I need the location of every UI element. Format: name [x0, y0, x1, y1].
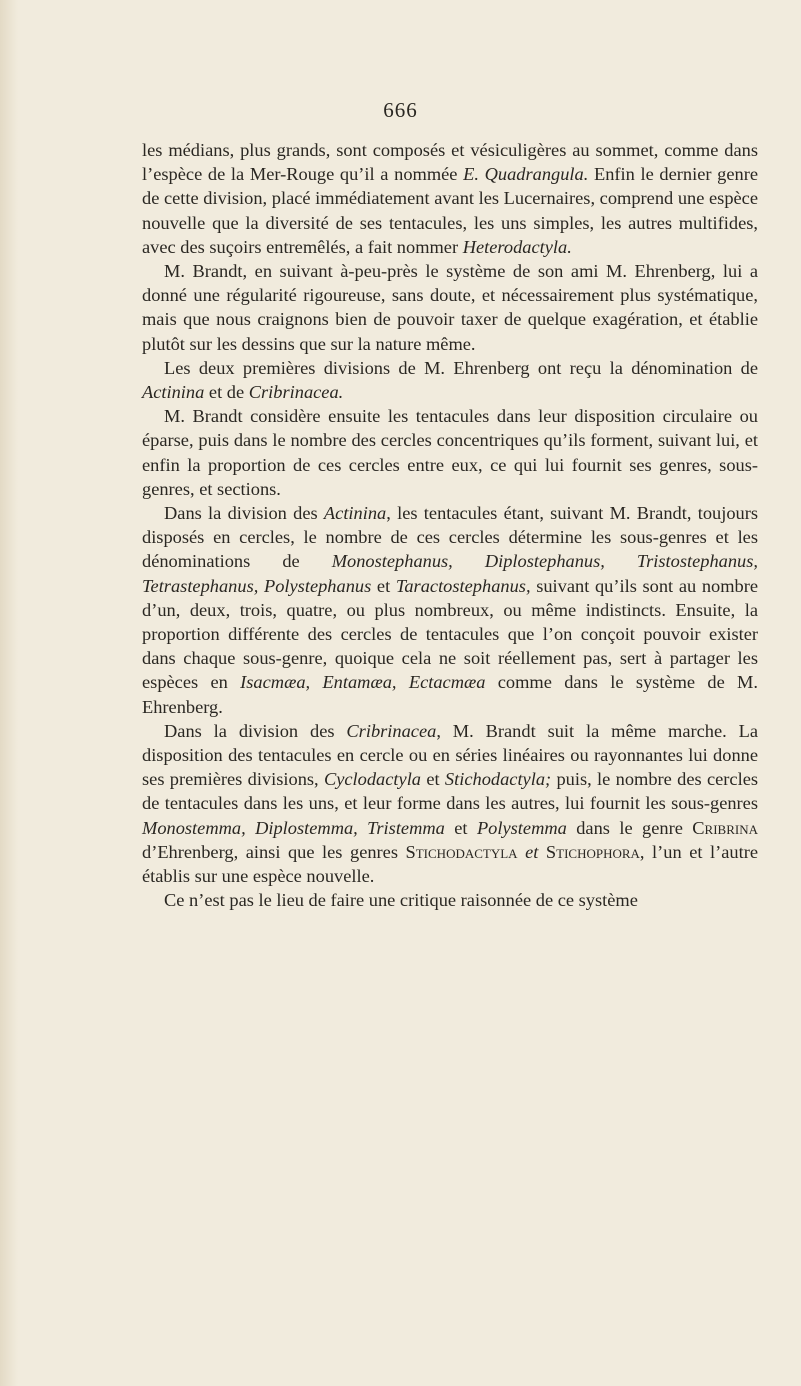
- paragraph: [142, 138, 758, 259]
- italic-term: et: [517, 841, 546, 862]
- italic-term: Isacmæa, Entamæa, Ectacmæa: [240, 672, 486, 693]
- small-caps-term: Stichophora: [545, 841, 640, 862]
- text-run: , l’un et l’autre établis sur une espèce nouvelle.: [142, 841, 758, 887]
- text-run: Dans la division des: [164, 503, 324, 524]
- italic-term: Cribrinacea.: [248, 382, 344, 403]
- italic-term: Heterodactyla.: [462, 236, 572, 257]
- paragraph: [142, 719, 758, 888]
- text-run: , les tentacules étant, suivant M. Brandt, toujours disposés en cercles, le nombre de ces cercles détermine les sous-genres et les dénominations de: [142, 503, 758, 572]
- text-run: d’Ehrenberg, ainsi que les genres: [142, 841, 406, 862]
- text-run: Ce n’est pas le lieu de faire une critique raisonnée de ce système: [164, 890, 638, 911]
- text-run: Dans la division des: [164, 720, 347, 741]
- paragraph: [142, 888, 758, 912]
- paragraph: [142, 356, 758, 404]
- text-run: M. Brandt considère ensuite les tentacules dans leur disposition circulaire ou éparse, puis dans le nombre des cercles concentriques qu’ils forment, suivant lui, et enfin la proportion de ces cercles entre eux, ce qui lui fournit ses genres, sous-genres, et sections.: [142, 406, 758, 499]
- text-run: et: [421, 769, 445, 790]
- text-run: puis, le nombre des cercles de tentacules dans les uns, et leur forme dans les autres, lui fournit les sous-genres: [142, 769, 759, 814]
- italic-term: Monostephanus, Diplostephanus, Tristostephanus, Tetrastephanus, Polystephanus: [142, 551, 758, 596]
- text-run: suivant qu’ils sont au nombre d’un, deux, trois, quatre, ou plus nombreux, ou même indistincts. Ensuite, la proportion différente des cercles de tentacules que l’on conçoit pouvoir exister dans chaque sous-genre, quoique cela ne soit réellement pas, sert à partager les espèces en: [142, 575, 759, 693]
- body-text: [142, 138, 758, 913]
- italic-term: Cyclodactyla: [323, 769, 421, 790]
- small-caps-term: Stichodactyla: [405, 841, 518, 862]
- italic-term: Stichodactyla;: [444, 769, 552, 790]
- text-run: et de: [204, 382, 249, 403]
- paragraph: [142, 404, 758, 501]
- text-run: Enfin le dernier genre de cette division, placé immédiatement avant les Lucernaires, comprend une espèce nouvelle que la diversité de ses tentacules, les uns simples, les autres multifides, avec des suçoirs entremêlés, a fait nommer: [142, 164, 759, 257]
- page-edge-shadow: [0, 0, 18, 1386]
- text-run: comme dans le système de M. Ehrenberg.: [142, 672, 759, 717]
- text-run: , M. Brandt suit la même marche. La disposition des tentacules en cercle ou en séries linéaires ou rayonnantes lui donne ses premières divisions,: [142, 720, 759, 790]
- italic-term: Cribrinacea: [346, 720, 437, 741]
- italic-term: E. Quadrangula.: [463, 164, 589, 185]
- text-run: et: [371, 575, 396, 596]
- text-run: Les deux premières divisions de M. Ehrenberg ont reçu la dénomination de: [164, 357, 758, 378]
- italic-term: Actinina: [323, 503, 387, 524]
- text-run: dans le genre: [566, 817, 693, 838]
- italic-term: Polystemma: [476, 817, 567, 838]
- italic-term: Taractostephanus,: [395, 575, 531, 596]
- text-run: les médians, plus grands, sont composés et vésiculigères au sommet, comme dans l’espèce de la Mer-Rouge qu’il a nommée: [142, 140, 758, 185]
- italic-term: Monostemma, Diplostemma, Tristemma: [142, 817, 445, 838]
- text-run: M. Brandt, en suivant à-peu-près le système de son ami M. Ehrenberg, lui a donné une régularité rigoureuse, sans doute, et nécessairement plus systématique, mais que nous craignons bien de pouvoir taxer de quelque exagération, et établie plutôt sur les dessins que sur la nature même.: [142, 261, 758, 354]
- italic-term: Actinina: [142, 382, 205, 403]
- page-number: 666: [383, 98, 418, 122]
- paragraph: [142, 501, 758, 719]
- paragraph: [142, 259, 758, 356]
- text-run: et: [444, 817, 477, 838]
- small-caps-term: Cribrina: [692, 817, 758, 838]
